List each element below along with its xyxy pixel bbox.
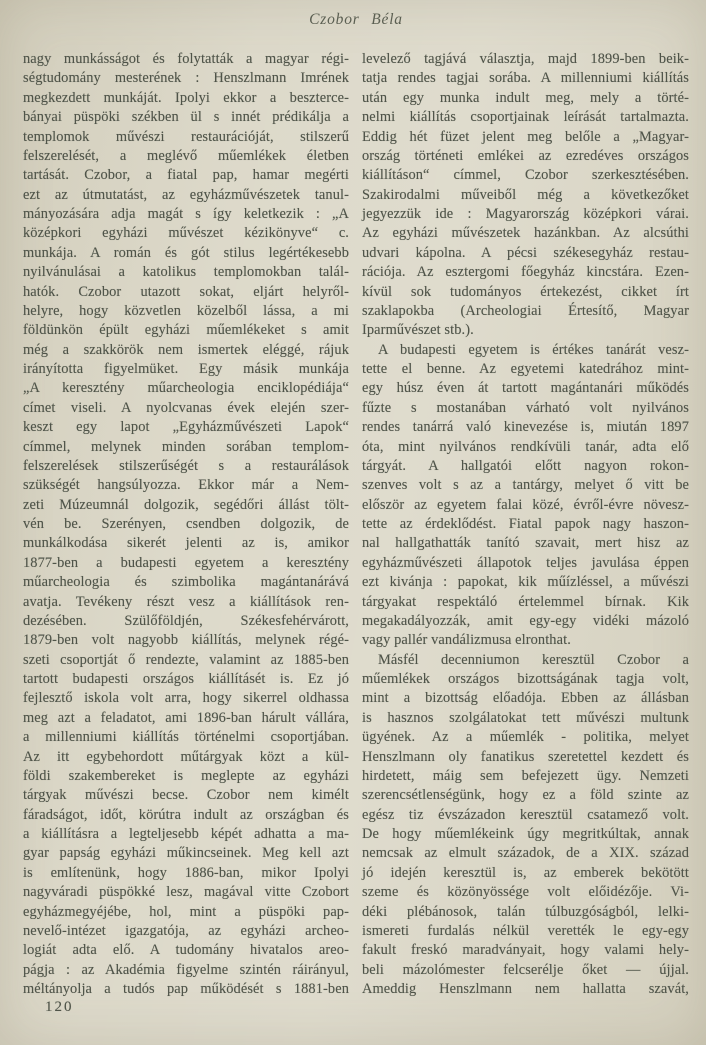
text-line: a kiállításra a legteljesebb képét adhatta a ma-: [23, 826, 349, 842]
text-line: „A keresztény műarcheologia enciklopédiája“: [23, 380, 349, 397]
text-line: szenves volt s az a tantárgy, melyet ő vitt be: [362, 477, 689, 494]
text-line: ségtudomány mesterének : Henszlmann Imrének: [23, 70, 349, 87]
text-line: déki plébánosok, talán túlbuzgóságból, lelki-: [362, 903, 689, 920]
text-line: De hogy műemlékeink úgy megritkúltak, annak: [362, 826, 689, 842]
text-line: műarcheologia és szimbolika magántanárává: [23, 574, 349, 591]
text-line: logiát adta elő. A tudomány hivatalos areo-: [23, 942, 349, 959]
text-line: nagy munkásságot és folytatták a magyar régi-: [23, 51, 349, 67]
text-line: udvari kápolna. A pécsi székesegyház restau-: [362, 244, 689, 261]
text-line: levelező tagjává választja, majd 1899-ben beik-: [362, 51, 689, 67]
text-line: megakadályozzák, amit egy-egy vidéki mázoló: [362, 612, 689, 629]
text-line: ezt az útmutatást, az egyházművészetek tanul-: [23, 186, 349, 203]
text-line: műemlékek országos bizottságának tagja volt,: [362, 671, 689, 687]
text-line: is említenünk, hogy 1886-ban, mikor Ipolyi: [23, 864, 349, 881]
text-column-left: [23, 50, 349, 999]
text-line: Az itt egybehordott műtárgyak közt a kül-: [23, 748, 349, 765]
text-line: Ameddig Henszlmann nem hallatta szavát,: [362, 981, 689, 997]
text-line: munkája. A román és gót stilus legértékesebb: [23, 244, 349, 261]
text-line: nal hallgathatták tanító szavait, mert hisz az: [362, 535, 689, 552]
text-line: vén be. Szerényen, csendben dolgozik, de: [23, 516, 349, 532]
text-line: págja : az Akadémia figyelme szintén ráirányul,: [23, 961, 349, 978]
text-line: földi szakembereket is meglepte az egyházi: [23, 767, 349, 784]
text-line: ügyének. Az a műemlék - politika, melyet: [362, 729, 689, 746]
text-line: középkori egyházi művészet kézikönyve“ c.: [23, 225, 349, 242]
text-line: tárgyát. A hallgatói előtt nagyon rokon-: [362, 457, 689, 474]
text-line: megkezdett munkáját. Ipolyi ekkor a beszterce-: [23, 89, 349, 106]
text-line: nevelő-intézet igazgatója, az egyházi archeo-: [23, 922, 349, 939]
text-line: rendes tanárrá való kinevezése is, miután 1897: [362, 419, 689, 436]
text-line: 1879-ben volt nagyobb kiállítás, melynek régé-: [23, 632, 349, 649]
text-line: szeti csoportját ő rendezte, valamint az 1885-ben: [23, 651, 349, 668]
text-line: vagy pallér vandálizmusa elronthat.: [362, 632, 571, 649]
text-line: gyar papság egyházi műkincseinek. Meg kell azt: [23, 845, 349, 862]
text-line: szaklapokba (Archeologiai Értesítő, Magyar: [362, 302, 689, 319]
text-line: tárgyakat respektáló értelemmel bírnak. Kik: [362, 593, 689, 610]
text-line: után egy munka indult meg, mely a törté-: [362, 89, 689, 106]
text-line: 1877-ben a budapesti egyetem a keresztény: [23, 554, 349, 571]
text-line: ország történeti emlékei az ezredéves országos: [362, 147, 689, 164]
text-column-right: [362, 50, 689, 999]
text-line: Az egyházi művészetek hazánkban. Az alcsúthi: [362, 225, 689, 242]
text-line: szükségét hangsúlyozza. Ekkor már a Nem-: [23, 477, 349, 494]
text-line: egyházművészeti állapotok teljes javulása éppen: [362, 554, 689, 571]
text-line: bányai püspöki székben ül s innét prédikálja a: [23, 109, 349, 126]
text-line: zeti Múzeumnál dolgozik, segédőri állást tölt-: [23, 496, 349, 513]
text-line: felszerelését, a meglévő műemlékek életben: [23, 147, 349, 164]
text-line: ezt kivánja : papokat, kik műízléssel, a művészi: [362, 574, 689, 591]
text-line: nemcsak az elmult századok, de a XIX. század: [362, 845, 689, 862]
text-line: egész tiz évszázadon keresztül csatamező volt.: [362, 806, 689, 823]
text-line: felszerelések stilszerűségét s a restaurálások: [23, 457, 349, 474]
text-line: kiállításon“ címmel, Czobor szerkesztésében.: [362, 167, 689, 184]
text-line: tartását. Czobor, a fiatal pap, hamar megérti: [23, 167, 349, 184]
text-line: hatók. Czobor utazott sokat, eljárt helyről-: [23, 283, 349, 300]
text-line: mint a bizottság előadója. Ebben az állásban: [362, 690, 689, 707]
text-line: fejlesztő iskola volt arra, hogy sikerrel oldhassa: [23, 690, 349, 707]
text-line: templomok művészi restaurációját, stilszerű: [23, 128, 349, 145]
text-line: címet viseli. A nyolcvanas évek elején szer-: [23, 399, 349, 416]
text-line: méltányolja a tudós pap működését s 1881-ben: [23, 981, 349, 997]
text-line: fáradságot, időt, körútra indult az országban és: [23, 806, 349, 823]
text-line: fűzte s mostanában várható volt nyilvános: [362, 399, 689, 416]
text-line: jó idején keresztül is, az emberek bekötött: [362, 864, 689, 881]
text-line: irányította figyelmüket. Egy másik munkája: [23, 361, 349, 377]
text-line: óta, mint nyilvános rendkívüli tanár, adta elő: [362, 438, 689, 455]
text-line: tartott budapesti országos kiállításét is. Ez jó: [23, 671, 349, 687]
text-line: meg azt a feladatot, ami 1896-ban hárult vállára,: [23, 709, 349, 726]
text-line: dezésében. Szülőföldjén, Székesfehérvárott,: [23, 612, 349, 629]
text-line: először az egyetem falai közé, évről-évre növesz-: [362, 496, 689, 513]
text-line: egyházmegyéjébe, hol, mint a püspöki pap-: [23, 903, 349, 920]
text-line: beli mázolómester felcserélje őket — újjal.: [362, 961, 689, 978]
running-header: Czobor Béla: [309, 11, 403, 28]
page-number: 120: [45, 999, 74, 1015]
text-line: tárgyak művészi becse. Czobor nem kimélt: [23, 787, 349, 804]
text-line: földünkön épült egyházi műemlékeket s amit: [23, 322, 349, 339]
text-line: Másfél decenniumon keresztül Czobor a: [378, 651, 689, 668]
text-line: címmel, melynek minden sorában templom-: [23, 438, 349, 455]
text-line: A budapesti egyetem is értékes tanárát vesz-: [378, 341, 689, 358]
text-line: jegyezzük ide : Magyarország középkori várai.: [362, 206, 689, 222]
text-line: szerencsétlenségünk, hogy ez a föld szinte az: [362, 787, 689, 804]
text-line: is hasznos szolgálatokat tett művészi multunk: [362, 709, 689, 726]
text-line: rációja. Az esztergomi főegyház kincstára. Ezen-: [362, 264, 689, 281]
text-line: nagyváradi püspökké lesz, magával vitte Czobort: [23, 884, 349, 901]
text-line: mányozására adja magát s így keletkezik : „A: [23, 206, 349, 222]
text-line: munkálkodása sikerét jelenti az is, amikor: [23, 535, 349, 552]
text-line: Henszlmann oly fanatikus szeretettel kezdett és: [362, 748, 689, 765]
text-line: fakult freskó maradványait, hogy valami hely-: [362, 942, 689, 959]
text-line: még a szakkörök nem ismertek eléggé, rájuk: [23, 341, 349, 358]
text-line: keszt egy lapot „Egyházművészeti Lapok“: [23, 419, 349, 436]
text-line: Szakirodalmi műveiből még a következőket: [362, 186, 689, 203]
text-line: Iparművészet stb.).: [362, 322, 474, 339]
text-line: tatja rendes tagjai sorába. A millenniumi kiállítás: [362, 70, 689, 87]
text-line: tette el benne. Az egyetemi katedrához mint-: [362, 361, 689, 377]
text-line: nyilvánulásai a katolikus templomokban talál-: [23, 264, 349, 281]
text-line: nelmi kiállítás csoportjainak leírását tartalmazta.: [362, 109, 689, 126]
text-line: tette az érdeklődést. Fiatal papok nagy haszon-: [362, 516, 689, 532]
text-line: Eddig hét füzet jelent meg belőle a „Magyar-: [362, 128, 689, 145]
text-line: egy húsz éven át tartott magántanári működés: [362, 380, 689, 397]
text-line: ismereti furdalás nélkül verették le egy-egy: [362, 922, 689, 939]
text-line: avatja. Tevékeny részt vesz a kiállítások ren-: [23, 593, 349, 610]
text-line: szeme és közönyössége volt előidézője. Vi-: [362, 884, 689, 901]
text-line: helyre, hogy közvetlen közelből lássa, a mi: [23, 302, 349, 319]
text-line: a millenniumi kiállítás történelmi csoportjában.: [23, 729, 349, 746]
text-line: hirdetett, máig sem befejezett ügy. Nemzeti: [362, 767, 689, 784]
text-line: kívül sok tudományos értekezést, cikket írt: [362, 283, 689, 300]
